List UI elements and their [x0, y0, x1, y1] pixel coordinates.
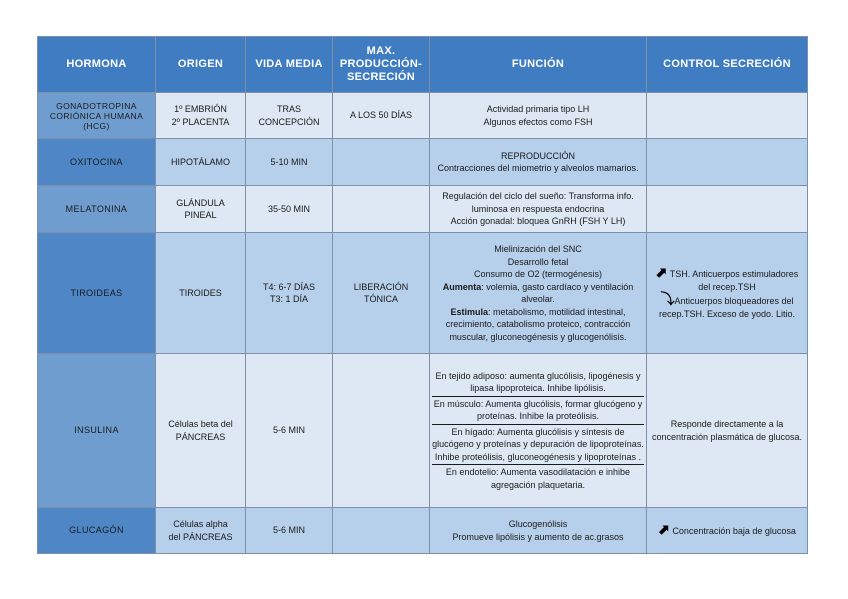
half-life-cell: 5-6 MIN: [246, 354, 333, 508]
origin-cell: GLÁNDULA PINEAL: [156, 186, 246, 233]
header-vida-media: VIDA MEDIA: [246, 37, 333, 93]
function-cell: Mielinización del SNC Desarrollo fetal Consumo de O2 (termogénesis) Aumenta: volemia, gasto cardíaco y ventilación alveolar. Estimula: metabolismo, motilidad intestinal, crecimiento, catabolismo proteico, contracción muscular, gluconeogénesis y glucogenólisis.: [430, 233, 647, 354]
function-cell: REPRODUCCIÓN Contracciones del miometrio y alveolos mamarios.: [430, 139, 647, 186]
half-life-cell: 5-10 MIN: [246, 139, 333, 186]
max-cell: [333, 508, 430, 554]
hormone-name: GONADOTROPINA CORIÓNICA HUMANA (HCG): [38, 93, 156, 139]
function-adiposo: En tejido adiposo: aumenta glucólisis, lipogénesis y lipasa lipoproteica. Inhibe lipólisis.: [432, 369, 644, 397]
row-melatonina: [38, 186, 808, 233]
hormone-table: [37, 36, 808, 554]
function-cell: Regulación del ciclo del sueño: Transforma info. luminosa en respuesta endocrina Acción gonadal: bloquea GnRH (FSH Y LH): [430, 186, 647, 233]
control-cell: [647, 233, 808, 354]
origin-cell: TIROIDES: [156, 233, 246, 354]
arrow-curve-down-icon: ⤵: [660, 291, 675, 307]
arrow-up-icon: ⬈: [655, 264, 668, 280]
max-cell: [333, 139, 430, 186]
origin-cell: 1º EMBRIÓN 2º PLACENTA: [156, 93, 246, 139]
half-life-cell: TRAS CONCEPCIÓN: [246, 93, 333, 139]
origin-cell: Células alpha del PÁNCREAS: [156, 508, 246, 554]
max-cell: [333, 354, 430, 508]
origin-cell: HIPOTÁLAMO: [156, 139, 246, 186]
control-cell: Responde directamente a la concentración plasmática de glucosa.: [647, 354, 808, 508]
max-cell: [333, 186, 430, 233]
half-life-cell: T4: 6-7 DÍAS T3: 1 DÍA: [246, 233, 333, 354]
control-up: ⬈ TSH. Anticuerpos estimuladores del recep.TSH: [655, 264, 799, 292]
control-cell: [647, 186, 808, 233]
control-cell: [647, 139, 808, 186]
row-glucagon: [38, 508, 808, 554]
arrow-up-icon: ⬈: [658, 521, 670, 538]
control-cell: ⬈ Concentración baja de glucosa: [647, 508, 808, 554]
row-tiroideas: [38, 233, 808, 354]
row-oxitocina: [38, 139, 808, 186]
hormone-name: OXITOCINA: [38, 139, 156, 186]
function-higado: En hígado: Aumenta glucólisis y síntesis de glucógeno y proteínas y depuración de lipoproteínas. Inhibe proteólisis, gluconeogénesis y lipoproteínas .: [432, 425, 644, 466]
function-cell: [430, 354, 647, 508]
hormone-name: TIROIDEAS: [38, 233, 156, 354]
function-musculo: En músculo: Aumenta glucólisis, formar glucógeno y proteínas. Inhibe la proteólisis.: [432, 397, 644, 425]
function-cell: Actividad primaria tipo LH Algunos efectos como FSH: [430, 93, 647, 139]
row-hcg: [38, 93, 808, 139]
max-cell: LIBERACIÓN TÓNICA: [333, 233, 430, 354]
header-funcion: FUNCIÓN: [430, 37, 647, 93]
hormone-name: INSULINA: [38, 354, 156, 508]
header-control-secrecion: CONTROL SECRECIÓN: [647, 37, 808, 93]
header-hormona: HORMONA: [38, 37, 156, 93]
row-insulina: [38, 354, 808, 508]
origin-cell: Células beta del PÁNCREAS: [156, 354, 246, 508]
header-origen: ORIGEN: [156, 37, 246, 93]
function-cell: Glucogenólisis Promueve lipólisis y aumento de ac.grasos: [430, 508, 647, 554]
control-down: ⤵Anticuerpos bloqueadores del recep.TSH. Exceso de yodo. Litio.: [658, 291, 796, 319]
header-max-produccion: MAX. PRODUCCIÓN-SECRECIÓN: [333, 37, 430, 93]
function-endotelio: En endotelio: Aumenta vasodilatación e inhibe agregación plaquetaria.: [445, 467, 631, 490]
header-row: [38, 37, 808, 93]
half-life-cell: 35-50 MIN: [246, 186, 333, 233]
hormone-name: MELATONINA: [38, 186, 156, 233]
half-life-cell: 5-6 MIN: [246, 508, 333, 554]
max-cell: A LOS 50 DÍAS: [333, 93, 430, 139]
control-cell: [647, 93, 808, 139]
hormone-name: GLUCAGÓN: [38, 508, 156, 554]
